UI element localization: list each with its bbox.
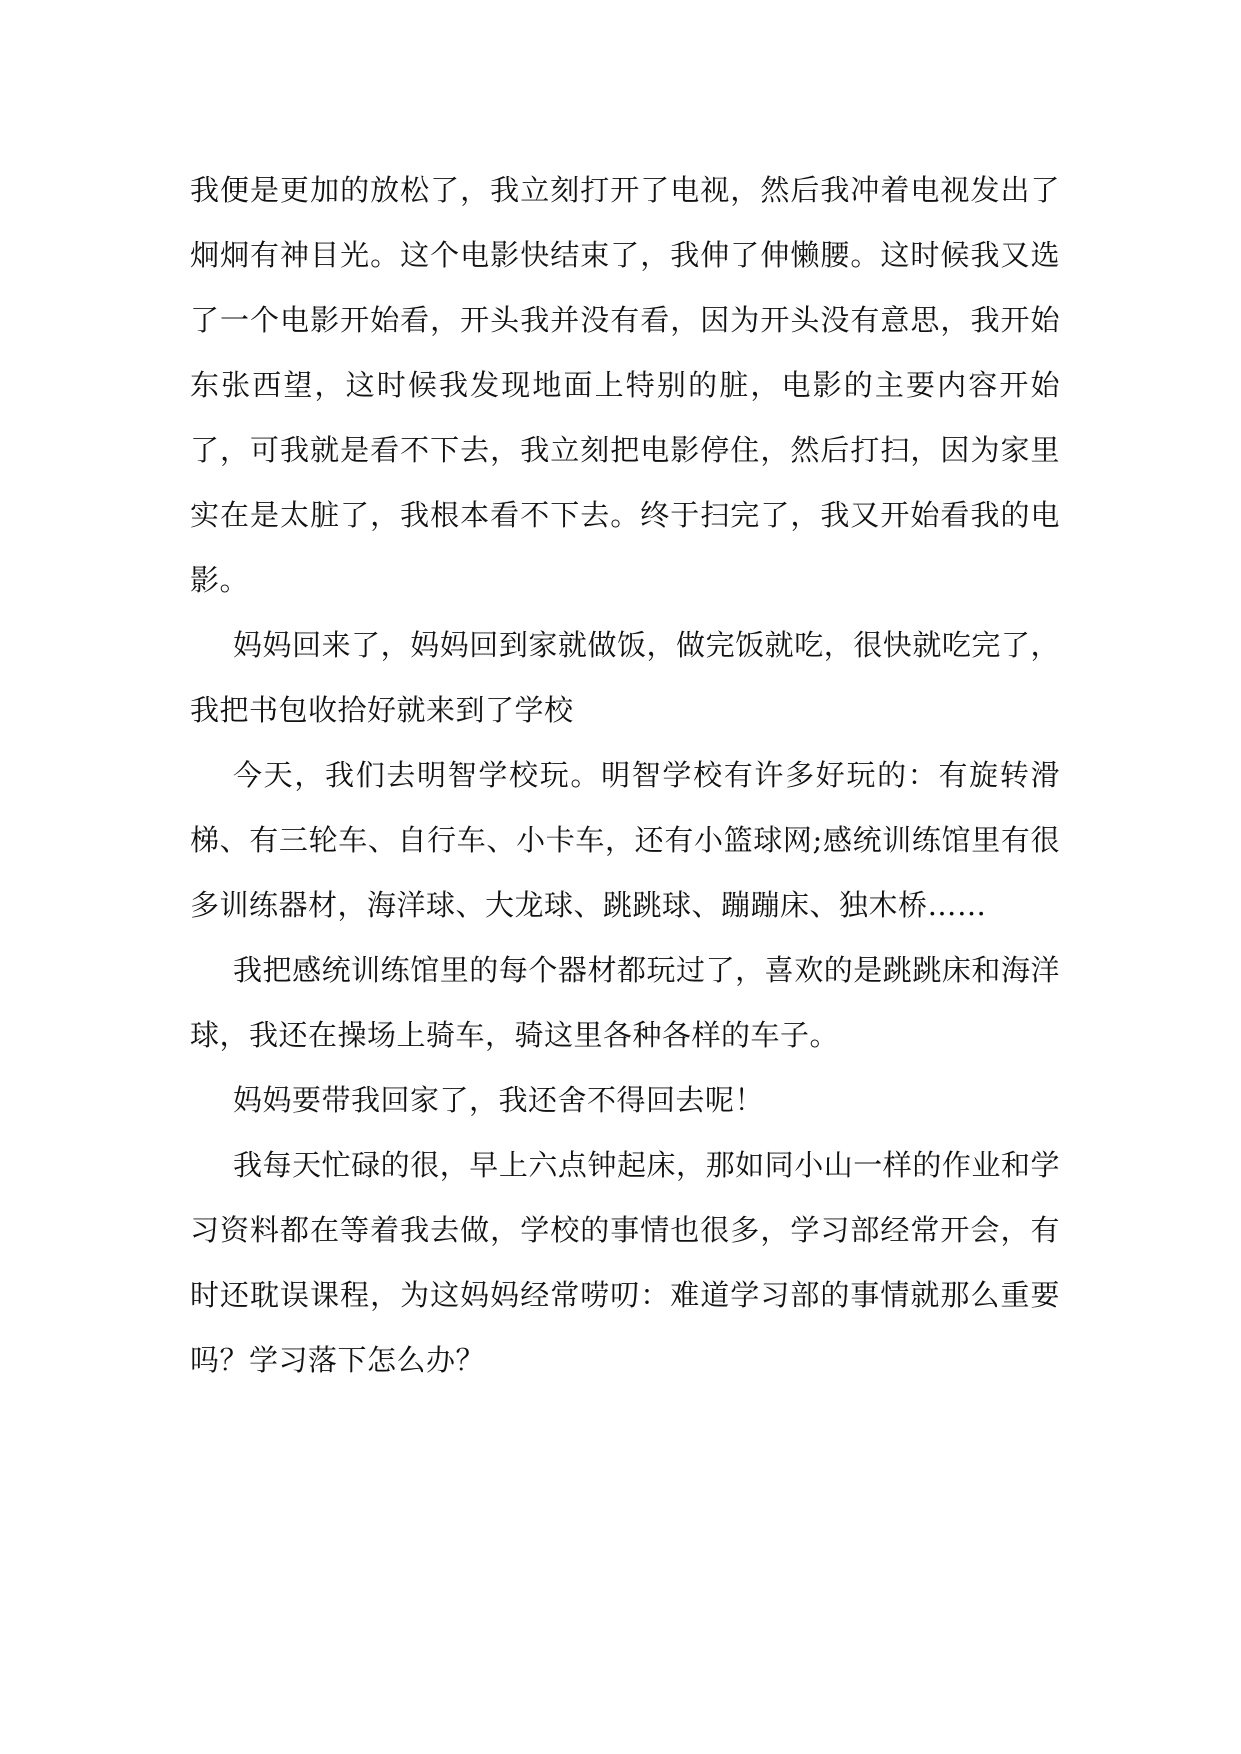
- paragraph-5: 妈妈要带我回家了，我还舍不得回去呢！: [233, 1083, 765, 1117]
- paragraph-2: 妈妈回来了，妈妈回到家就做饭，做完饭就吃，很快就吃完了，我把书包收拾好就来到了学校: [190, 628, 1060, 727]
- paragraph-4: 我把感统训练馆里的每个器材都玩过了，喜欢的是跳跳床和海洋球，我还在操场上骑车，骑这里各种各样的车子。: [190, 953, 1060, 1052]
- paragraph-3: 今天，我们去明智学校玩。明智学校有许多好玩的：有旋转滑梯、有三轮车、自行车、小卡车，还有小篮球网;感统训练馆里有很多训练器材，海洋球、大龙球、跳跳球、蹦蹦床、独木桥……: [190, 758, 1060, 922]
- paragraph-6: 我每天忙碌的很，早上六点钟起床，那如同小山一样的作业和学习资料都在等着我去做，学校的事情也很多，学习部经常开会，有时还耽误课程，为这妈妈经常唠叨：难道学习部的事情就那么重要吗？学习落下怎么办？: [190, 1148, 1060, 1377]
- document-body: [190, 158, 1060, 1393]
- paragraph-1: 我便是更加的放松了，我立刻打开了电视，然后我冲着电视发出了炯炯有神目光。这个电影快结束了，我伸了伸懒腰。这时候我又选了一个电影开始看，开头我并没有看，因为开头没有意思，我开始东张西望，这时候我发现地面上特别的脏，电影的主要内容开始了，可我就是看不下去，我立刻把电影停住，然后打扫，因为家里实在是太脏了，我根本看不下去。终于扫完了，我又开始看我的电影。: [190, 173, 1060, 597]
